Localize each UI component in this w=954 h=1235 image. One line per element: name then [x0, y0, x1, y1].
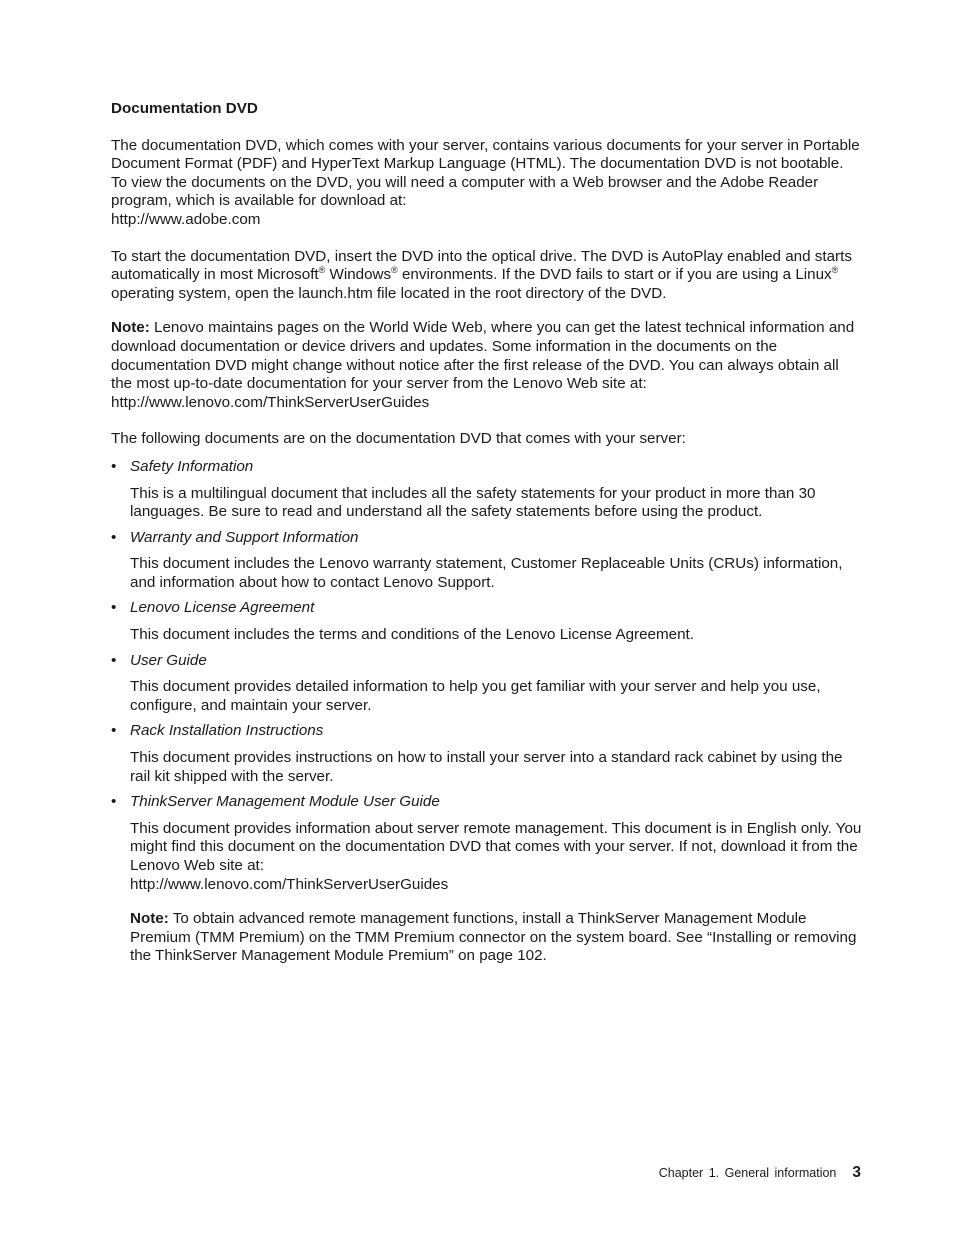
start-paragraph: [111, 248, 863, 304]
bullet-icon: •: [111, 793, 117, 811]
note-text: Lenovo maintains pages on the World Wide Web, where you can get the latest technical information and download documentation or device drivers and updates. Some information in the documents on the documentation DVD might change without notice after the first release of the DVD. You can always obtain all the most up-to-date documentation for your server from the Lenovo Web site at:: [111, 319, 855, 393]
document-title: Lenovo License Agreement: [130, 599, 315, 617]
bullet-icon: •: [111, 651, 117, 669]
document-title: Warranty and Support Information: [130, 528, 359, 546]
document-description: This document includes the terms and conditions of the Lenovo License Agreement.: [130, 626, 694, 644]
document-description: This document includes the Lenovo warranty statement, Customer Replaceable Units (CRUs) information, and information about how to contact Lenovo Support.: [130, 555, 843, 591]
document-page: [111, 100, 863, 973]
document-description: This document provides detailed information to help you get familiar with your server and help you use, configure, and maintain your server.: [130, 678, 821, 714]
registered-mark: ®: [318, 265, 326, 276]
lenovo-guides-url-link[interactable]: http://www.lenovo.com/ThinkServerUserGuides: [130, 875, 449, 893]
document-title: User Guide: [130, 651, 207, 669]
bullet-icon: •: [111, 457, 117, 475]
start-text-3: environments. If the DVD fails to start or if you are using a Linux: [397, 266, 832, 284]
document-title: Safety Information: [130, 457, 254, 475]
note-paragraph: [111, 319, 863, 412]
note-label: Note:: [130, 910, 169, 928]
registered-mark: ®: [831, 265, 839, 276]
note-text: To obtain advanced remote management functions, install a ThinkServer Management Module Premium (TMM Premium) on the TMM Premium connector on the system board. See “Installing or removing the ThinkServer Management Module Premium” on page 102.: [130, 910, 857, 965]
section-heading: Documentation DVD: [111, 100, 258, 117]
adobe-url-link[interactable]: http://www.adobe.com: [111, 210, 261, 228]
list-item-license: [111, 599, 863, 644]
registered-mark: ®: [391, 265, 398, 276]
intro-text: The documentation DVD, which comes with your server, contains various documents for your server in Portable Document Format (PDF) and HyperText Markup Language (HTML). The documentation DVD is not bootable. To view the documents on the DVD, you will need a computer with a Web browser and the Adobe Reader program, which is available for download at:: [111, 136, 860, 210]
list-item-safety: [111, 458, 863, 522]
start-text-2: Windows: [325, 266, 392, 284]
page-number: 3: [852, 1164, 861, 1181]
bullet-icon: •: [111, 599, 117, 617]
page-footer: [659, 1164, 861, 1182]
list-item-rack: [111, 722, 863, 786]
document-description: This document provides information about server remote management. This document is in English only. You might find this document on the documentation DVD that comes with your server. If not, download it from the Lenovo Web site at:: [130, 819, 862, 874]
bullet-icon: •: [111, 528, 117, 546]
note-label: Note:: [111, 319, 150, 337]
document-title: ThinkServer Management Module User Guide: [130, 793, 440, 811]
document-list: [111, 458, 863, 966]
document-description: This is a multilingual document that includes all the safety statements for your product in more than 30 languages. Be sure to read and understand all the safety statements before using the product.: [130, 484, 816, 521]
list-item-warranty: [111, 529, 863, 593]
list-intro: The following documents are on the documentation DVD that comes with your server:: [111, 430, 686, 448]
start-text-1: To start the documentation DVD, insert the DVD into the optical drive. The DVD is AutoPlay enabled and starts automatically in most Microsoft: [111, 247, 852, 284]
lenovo-guides-url-link[interactable]: http://www.lenovo.com/ThinkServerUserGuides: [111, 393, 430, 411]
bullet-icon: •: [111, 722, 117, 740]
start-text-4: operating system, open the launch.htm file located in the root directory of the DVD.: [111, 284, 667, 302]
footer-chapter-title: Chapter 1. General information: [658, 1166, 837, 1180]
document-description: This document provides instructions on how to install your server into a standard rack cabinet by using the rail kit shipped with the server.: [130, 749, 843, 785]
intro-paragraph: [111, 137, 863, 230]
list-item-user-guide: [111, 652, 863, 716]
list-item-tmm: [111, 793, 863, 966]
document-title: Rack Installation Instructions: [130, 722, 324, 740]
tmm-note-paragraph: [130, 910, 863, 966]
